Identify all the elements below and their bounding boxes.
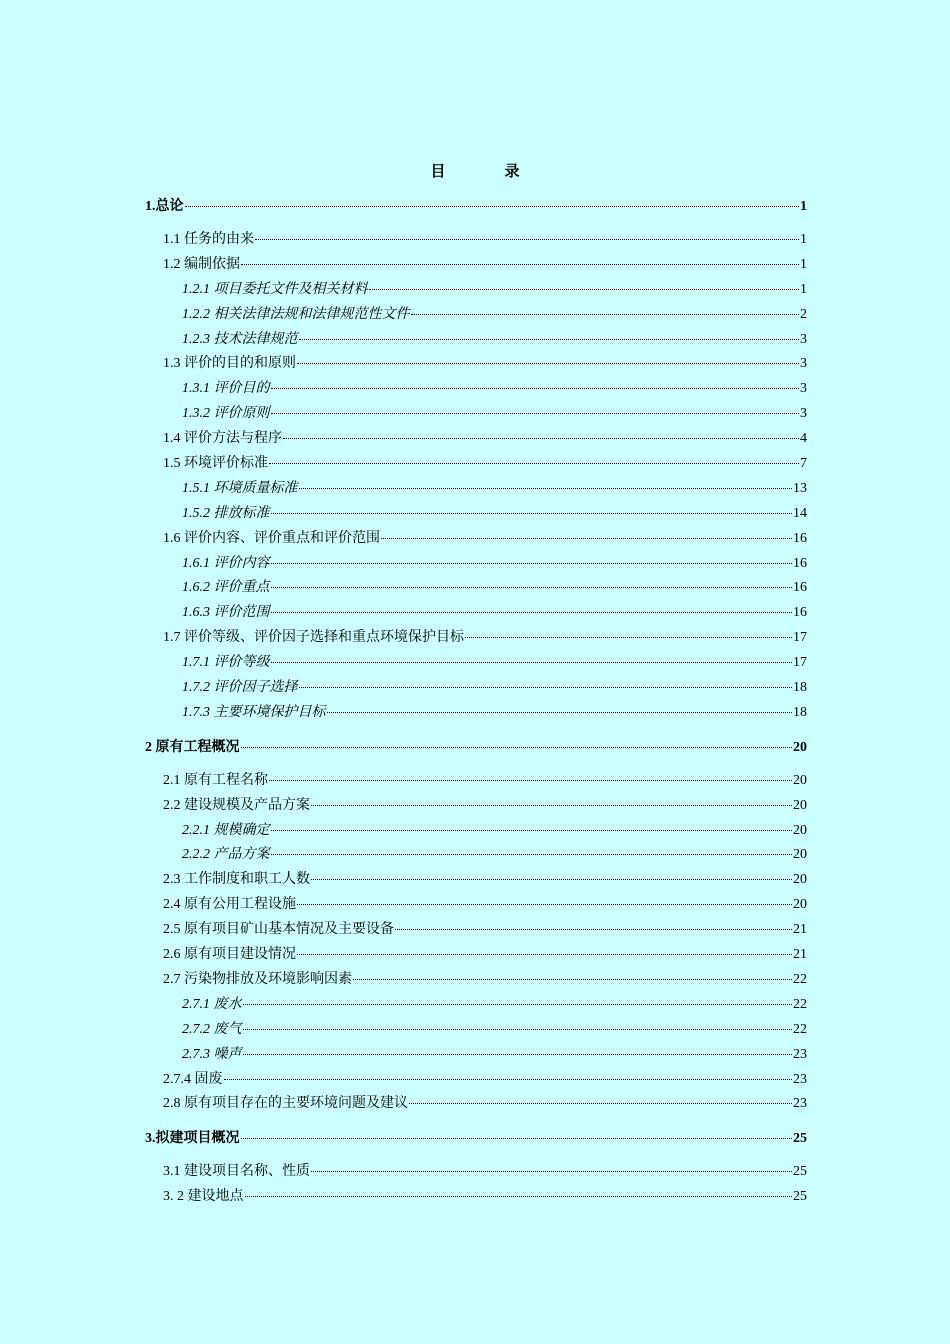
toc-entry-label: 2 原有工程概况 xyxy=(145,739,240,755)
dot-leader xyxy=(271,412,800,414)
toc-entry-page-number: 20 xyxy=(793,772,807,788)
toc-entry-page-number: 3 xyxy=(800,381,807,397)
toc-entry-page-number: 20 xyxy=(793,739,807,755)
toc-entry-page-number: 22 xyxy=(793,1021,807,1037)
toc-entry-label: 1.2.2 相关法律法规和法律规范性文件 xyxy=(182,306,410,322)
toc-entry[interactable] xyxy=(145,502,807,527)
toc-entry-page-number: 3 xyxy=(800,406,807,422)
toc-entry-label: 1.5.1 环境质量标准 xyxy=(182,480,298,496)
dot-leader xyxy=(311,1170,792,1172)
dot-leader xyxy=(327,711,793,713)
dot-leader xyxy=(299,338,800,340)
dot-leader xyxy=(271,387,800,389)
toc-entry-page-number: 20 xyxy=(793,847,807,863)
dot-leader xyxy=(297,362,799,364)
dot-leader xyxy=(409,1102,792,1104)
toc-entry-page-number: 4 xyxy=(800,431,807,447)
dot-leader xyxy=(353,978,792,980)
toc-entry-page-number: 17 xyxy=(793,630,807,646)
toc-entry[interactable] xyxy=(145,352,807,377)
toc-entry-label: 2.6 原有项目建设情况 xyxy=(163,947,296,963)
toc-entry[interactable] xyxy=(145,194,807,219)
toc-entry[interactable] xyxy=(145,701,807,726)
toc-entry-page-number: 7 xyxy=(800,456,807,472)
dot-leader xyxy=(224,1078,793,1080)
toc-entry-label: 3. 2 建设地点 xyxy=(163,1189,244,1205)
toc-entry-label: 1.4 评价方法与程序 xyxy=(163,431,282,447)
toc-entry-page-number: 21 xyxy=(793,922,807,938)
toc-entry-label: 1.2 编制依据 xyxy=(163,256,240,272)
toc-entry-page-number: 20 xyxy=(793,897,807,913)
toc-entry[interactable] xyxy=(145,576,807,601)
toc-entry-page-number: 13 xyxy=(793,480,807,496)
toc-entry[interactable] xyxy=(145,676,807,701)
toc-entry-page-number: 23 xyxy=(793,1096,807,1112)
toc-entry-page-number: 1 xyxy=(800,232,807,247)
dot-leader xyxy=(271,611,793,613)
toc-entry-page-number: 20 xyxy=(793,797,807,813)
dot-leader xyxy=(271,586,793,588)
toc-entry-page-number: 18 xyxy=(793,704,807,720)
dot-leader xyxy=(395,928,792,930)
dot-leader xyxy=(271,661,793,663)
toc-entry[interactable] xyxy=(145,452,807,477)
toc-entry-page-number: 1 xyxy=(800,281,807,297)
toc-entry-label: 2.7.2 废气 xyxy=(182,1021,242,1037)
toc-entry-label: 1.6.2 评价重点 xyxy=(182,580,270,596)
dot-leader xyxy=(271,829,793,831)
dot-leader xyxy=(243,1028,793,1030)
toc-entry[interactable] xyxy=(145,1018,807,1043)
toc-entry-label: 1.7.2 评价因子选择 xyxy=(182,680,298,696)
dot-leader xyxy=(271,562,793,564)
toc-entry-label: 2.5 原有项目矿山基本情况及主要设备 xyxy=(163,922,394,938)
toc-entry-page-number: 16 xyxy=(793,580,807,596)
toc-entry-label: 1.3 评价的目的和原则 xyxy=(163,356,296,372)
toc-title: 目 录 xyxy=(430,164,542,180)
toc-entry-page-number: 2 xyxy=(800,306,807,322)
dot-leader xyxy=(269,779,792,781)
toc-entry[interactable] xyxy=(145,402,807,427)
toc-entry[interactable] xyxy=(145,552,807,577)
toc-entry[interactable] xyxy=(145,794,807,819)
toc-entry[interactable] xyxy=(145,918,807,943)
toc-entry-page-number: 14 xyxy=(793,505,807,521)
toc-entry-page-number: 22 xyxy=(793,996,807,1012)
toc-entry-page-number: 3 xyxy=(800,331,807,347)
toc-entry-label: 1.6 评价内容、评价重点和评价范围 xyxy=(163,530,380,546)
dot-leader xyxy=(269,462,799,464)
toc-entry-label: 1.3.1 评价目的 xyxy=(182,381,270,397)
dot-leader xyxy=(411,313,800,315)
toc-entry-label: 2.2 建设规模及产品方案 xyxy=(163,797,310,813)
toc-entry[interactable] xyxy=(145,843,807,868)
toc-entry-label: 1.6.1 评价内容 xyxy=(182,555,270,571)
toc-entry[interactable] xyxy=(145,735,807,760)
toc-entry-page-number: 1 xyxy=(800,199,807,214)
toc-entry-page-number: 21 xyxy=(793,947,807,963)
table-of-contents xyxy=(145,194,807,1210)
toc-entry-label: 2.7.1 废水 xyxy=(182,996,242,1012)
toc-entry-label: 1.7.1 评价等级 xyxy=(182,655,270,671)
toc-entry-label: 1.总论 xyxy=(145,199,184,214)
toc-entry[interactable] xyxy=(145,1126,807,1151)
dot-leader xyxy=(381,537,792,539)
chapter-gap xyxy=(145,726,807,735)
toc-entry-page-number: 20 xyxy=(793,822,807,838)
toc-entry-page-number: 20 xyxy=(793,872,807,888)
toc-entry-page-number: 23 xyxy=(793,1046,807,1062)
toc-entry-page-number: 25 xyxy=(793,1131,807,1147)
toc-entry-label: 1.2.1 项目委托文件及相关材料 xyxy=(182,281,368,297)
toc-entry-label: 1.1 任务的由来 xyxy=(163,232,254,247)
toc-entry[interactable] xyxy=(145,228,807,253)
toc-entry-label: 1.6.3 评价范围 xyxy=(182,605,270,621)
toc-entry[interactable] xyxy=(145,253,807,278)
toc-entry[interactable] xyxy=(145,1160,807,1185)
toc-entry[interactable] xyxy=(145,477,807,502)
toc-entry-label: 2.2.1 规模确定 xyxy=(182,822,270,838)
dot-leader xyxy=(243,1003,793,1005)
toc-entry-label: 1.7 评价等级、评价因子选择和重点环境保护目标 xyxy=(163,630,464,646)
toc-entry[interactable] xyxy=(145,651,807,676)
toc-entry[interactable] xyxy=(145,328,807,353)
toc-entry-label: 2.3 工作制度和职工人数 xyxy=(163,872,310,888)
toc-entry-label: 1.5.2 排放标准 xyxy=(182,505,270,521)
dot-leader xyxy=(241,1137,793,1139)
toc-entry-label: 1.3.2 评价原则 xyxy=(182,406,270,422)
toc-entry[interactable] xyxy=(145,601,807,626)
toc-entry-page-number: 3 xyxy=(800,356,807,372)
toc-entry[interactable] xyxy=(145,819,807,844)
toc-entry[interactable] xyxy=(145,1068,807,1093)
dot-leader xyxy=(243,1053,793,1055)
toc-entry[interactable] xyxy=(145,626,807,651)
dot-leader xyxy=(465,636,792,638)
dot-leader xyxy=(241,746,793,748)
toc-entry-page-number: 1 xyxy=(800,256,807,272)
dot-leader xyxy=(255,238,799,240)
toc-entry-label: 3.1 建设项目名称、性质 xyxy=(163,1164,310,1180)
toc-entry-label: 1.2.3 技术法律规范 xyxy=(182,331,298,347)
dot-leader xyxy=(297,953,792,955)
dot-leader xyxy=(245,1195,793,1197)
toc-entry-label: 2.7 污染物排放及环境影响因素 xyxy=(163,971,352,987)
toc-entry[interactable] xyxy=(145,968,807,993)
toc-entry[interactable] xyxy=(145,893,807,918)
toc-entry-label: 2.4 原有公用工程设施 xyxy=(163,897,296,913)
dot-leader xyxy=(311,878,792,880)
toc-entry[interactable] xyxy=(145,868,807,893)
toc-entry[interactable] xyxy=(145,377,807,402)
toc-entry[interactable] xyxy=(145,1092,807,1117)
toc-entry-label: 2.1 原有工程名称 xyxy=(163,772,268,788)
dot-leader xyxy=(369,288,800,290)
dot-leader xyxy=(299,686,793,688)
chapter-gap xyxy=(145,1117,807,1126)
toc-entry[interactable] xyxy=(145,769,807,794)
toc-entry-page-number: 23 xyxy=(793,1071,807,1087)
dot-leader xyxy=(241,263,799,265)
dot-leader xyxy=(271,853,793,855)
dot-leader xyxy=(311,804,792,806)
toc-entry-label: 2.2.2 产品方案 xyxy=(182,847,270,863)
toc-entry-label: 2.7.3 噪声 xyxy=(182,1046,242,1062)
dot-leader xyxy=(271,512,793,514)
toc-entry-page-number: 16 xyxy=(793,530,807,546)
dot-leader xyxy=(299,487,793,489)
toc-entry-page-number: 25 xyxy=(793,1189,807,1205)
toc-entry[interactable] xyxy=(145,943,807,968)
toc-entry-page-number: 16 xyxy=(793,555,807,571)
toc-entry[interactable] xyxy=(145,1185,807,1210)
dot-leader xyxy=(297,903,792,905)
toc-entry-page-number: 17 xyxy=(793,655,807,671)
toc-entry-label: 1.7.3 主要环境保护目标 xyxy=(182,704,326,720)
dot-leader xyxy=(283,437,799,439)
toc-entry-label: 2.8 原有项目存在的主要环境问题及建议 xyxy=(163,1096,408,1112)
toc-entry[interactable] xyxy=(145,278,807,303)
toc-entry-page-number: 22 xyxy=(793,971,807,987)
dot-leader xyxy=(185,205,800,207)
toc-entry-page-number: 16 xyxy=(793,605,807,621)
toc-entry-page-number: 18 xyxy=(793,680,807,696)
toc-entry-page-number: 25 xyxy=(793,1164,807,1180)
toc-entry[interactable] xyxy=(145,1043,807,1068)
toc-entry[interactable] xyxy=(145,427,807,452)
toc-entry[interactable] xyxy=(145,993,807,1018)
toc-entry-label: 1.5 环境评价标准 xyxy=(163,456,268,472)
toc-entry-label: 2.7.4 固废 xyxy=(163,1071,223,1087)
toc-entry[interactable] xyxy=(145,527,807,552)
toc-entry[interactable] xyxy=(145,303,807,328)
toc-entry-label: 3.拟建项目概况 xyxy=(145,1131,240,1147)
